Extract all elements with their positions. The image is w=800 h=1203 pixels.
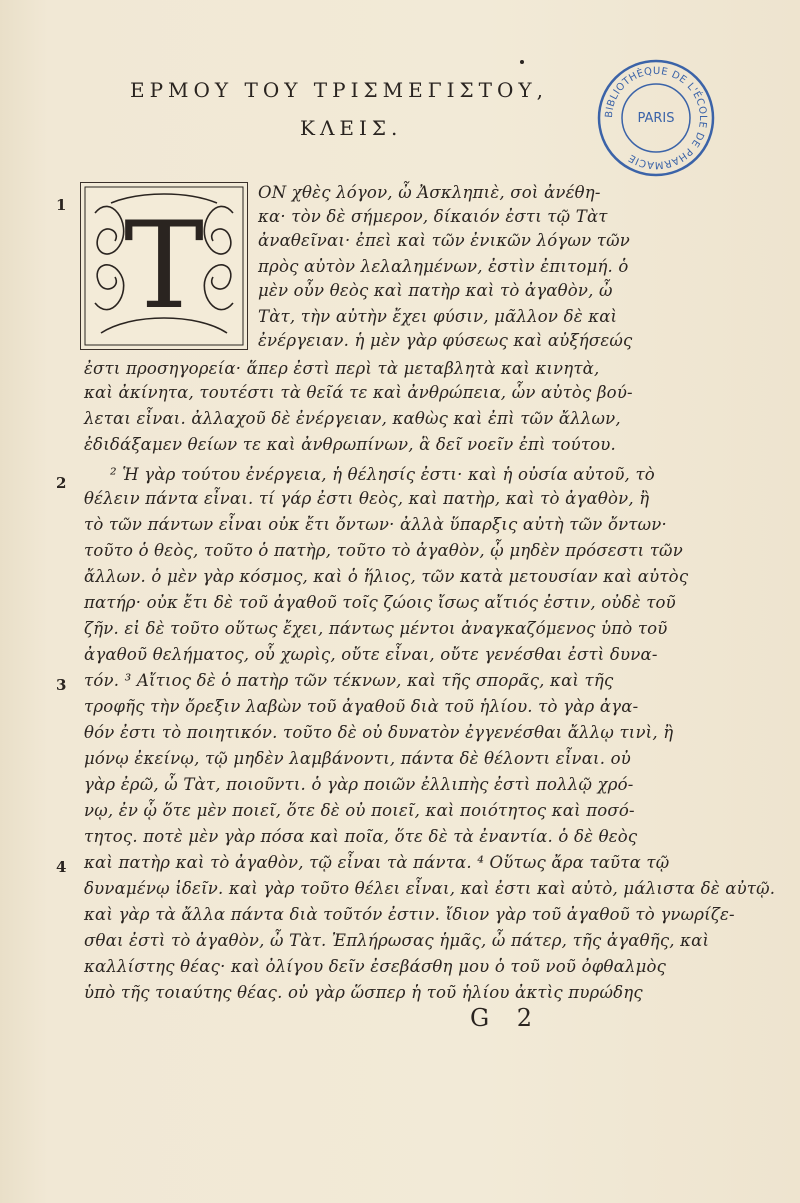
text-line: κα· τὸν δὲ σήμερον, δίκαιόν ἐστι τῷ Τὰτ [258,207,608,226]
library-stamp [596,58,716,178]
text-line: καὶ γὰρ τὰ ἄλλα πάντα διὰ τοῦτόν ἐστιν. ἴδιον γὰρ τοῦ ἀγαθοῦ τὸ γνωρίζε- [84,905,735,924]
signature-mark: G 2 [470,1004,543,1032]
margin-number: 2 [56,474,67,492]
text-line: τροφῆς τὴν ὄρεξιν λαβὼν τοῦ ἀγαθοῦ διὰ τοῦ ἡλίου. τὸ γὰρ ἀγα- [84,697,639,716]
page-subtitle: ΚΛΕΙΣ. [300,116,403,140]
text-line: καὶ πατὴρ καὶ τὸ ἀγαθὸν, τῷ εἶναι τὰ πάντα. ⁴ Οὕτως ἄρα ταῦτα τῷ [84,853,670,872]
text-line: ἄλλων. ὁ μὲν γὰρ κόσμος, καὶ ὁ ἥλιος, τῶν κατὰ μετουσίαν καὶ αὐτὸς [84,567,689,586]
text-line: νῳ, ἐν ᾧ ὅτε μὲν ποιεῖ, ὅτε δὲ οὐ ποιεῖ, καὶ ποιότητος καὶ ποσό- [84,801,635,820]
text-line: ἐστι προσηγορεία· ἅπερ ἐστὶ περὶ τὰ μεταβλητὰ καὶ κινητὰ, [84,359,600,378]
decorative-initial [80,182,248,350]
text-line: ζῆν. εἰ δὲ τοῦτο οὕτως ἔχει, πάντως μέντοι ἀναγκαζόμενος ὑπὸ τοῦ [84,619,668,638]
margin-number: 3 [56,676,67,694]
text-line: τὸ τῶν πάντων εἶναι οὐκ ἔτι ὄντων· ἀλλὰ ὕπαρξις αὐτὴ τῶν ὄντων· [84,515,667,534]
drop-cap-letter: T [123,197,205,336]
text-line: ἀναθεῖναι· ἐπεὶ καὶ τῶν ἐνικῶν λόγων τῶν [258,231,631,250]
text-line: ὑπὸ τῆς τοιαύτης θέας. οὐ γὰρ ὥσπερ ἡ τοῦ ἡλίου ἀκτὶς πυρώδης [84,983,643,1002]
stamp-center-text: PARIS [637,111,675,126]
page-title: ΕΡΜΟΥ ΤΟΥ ΤΡΙΣΜΕΓΙΣΤΟΥ, [130,78,548,102]
text-line: ² Ἡ γὰρ τούτου ἐνέργεια, ἡ θέλησίς ἐστι· καὶ ἡ οὐσία αὐτοῦ, τὸ [110,465,655,484]
text-line: καὶ ἀκίνητα, τουτέστι τὰ θεῖά τε καὶ ἀνθρώπεια, ὧν αὐτὸς βού- [84,383,633,402]
stamp-ring-text: BIBLIOTHÈQUE DE L'ÉCOLE DE PHARMACIE [603,65,709,171]
text-line: ἀγαθοῦ θελήματος, οὗ χωρὶς, οὔτε εἶναι, οὔτε γενέσθαι ἐστὶ δυνα- [84,645,658,664]
ornament-icon [81,183,247,349]
text-line: γὰρ ἐρῶ, ὦ Τὰτ, ποιοῦντι. ὁ γὰρ ποιῶν ἐλλιπὴς ἐστὶ πολλῷ χρό- [84,775,634,794]
text-line: ΟΝ χθὲς λόγον, ὦ Ἀσκληπιὲ, σοὶ ἀνέθη- [258,183,601,202]
text-line: τόν. ³ Αἴτιος δὲ ὁ πατὴρ τῶν τέκνων, καὶ τῆς σπορᾶς, καὶ τῆς [84,671,614,690]
text-line: ἐδιδάξαμεν θείων τε καὶ ἀνθρωπίνων, ἃ δεῖ νοεῖν ἐπὶ τούτου. [84,435,616,454]
text-line: ἐνέργειαν. ἡ μὲν γὰρ φύσεως καὶ αὐξήσεώς [258,331,633,350]
text-line: θόν ἐστι τὸ ποιητικόν. τοῦτο δὲ οὐ δυνατὸν ἐγγενέσθαι ἄλλῳ τινὶ, ἢ [84,723,674,742]
text-line: δυναμένῳ ἰδεῖν. καὶ γὰρ τοῦτο θέλει εἶναι, καὶ ἐστι καὶ αὐτὸ, μάλιστα δὲ αὐτῷ. [84,879,776,898]
text-line: τητος. ποτὲ μὲν γὰρ πόσα καὶ ποῖα, ὅτε δὲ τὰ ἐναντία. ὁ δὲ θεὸς [84,827,638,846]
text-line: θέλειν πάντα εἶναι. τί γάρ ἐστι θεὸς, καὶ πατὴρ, καὶ τὸ ἀγαθὸν, ἢ [84,489,650,508]
printer-dot [520,60,524,64]
text-line: σθαι ἐστὶ τὸ ἀγαθὸν, ὦ Τὰτ. Ἐπλήρωσας ἡμᾶς, ὦ πάτερ, τῆς ἀγαθῆς, καὶ [84,931,710,950]
text-line: λεται εἶναι. ἀλλαχοῦ δὲ ἐνέργειαν, καθὼς καὶ ἐπὶ τῶν ἄλλων, [84,409,621,428]
text-line: πατήρ· οὐκ ἔτι δὲ τοῦ ἀγαθοῦ τοῖς ζώοις ἴσως αἴτιός ἐστιν, οὐδὲ τοῦ [84,593,676,612]
text-line: μὲν οὖν θεὸς καὶ πατὴρ καὶ τὸ ἀγαθὸν, ὦ [258,281,613,300]
text-line: καλλίστης θέας· καὶ ὀλίγου δεῖν ἐσεβάσθη μου ὁ τοῦ νοῦ ὀφθαλμὸς [84,957,667,976]
text-line: Τὰτ, τὴν αὐτὴν ἔχει φύσιν, μᾶλλον δὲ καὶ [258,307,618,326]
text-line: τοῦτο ὁ θεὸς, τοῦτο ὁ πατὴρ, τοῦτο τὸ ἀγαθὸν, ᾧ μηδὲν πρόσεστι τῶν [84,541,683,560]
margin-number: 4 [56,858,67,876]
text-line: πρὸς αὐτὸν λελαλημένων, ἐστὶν ἐπιτομή. ὁ [258,257,629,276]
margin-number: 1 [56,196,67,214]
text-line: μόνῳ ἐκείνῳ, τῷ μηδὲν λαμβάνοντι, πάντα δὲ θέλοντι εἶναι. οὐ [84,749,631,768]
